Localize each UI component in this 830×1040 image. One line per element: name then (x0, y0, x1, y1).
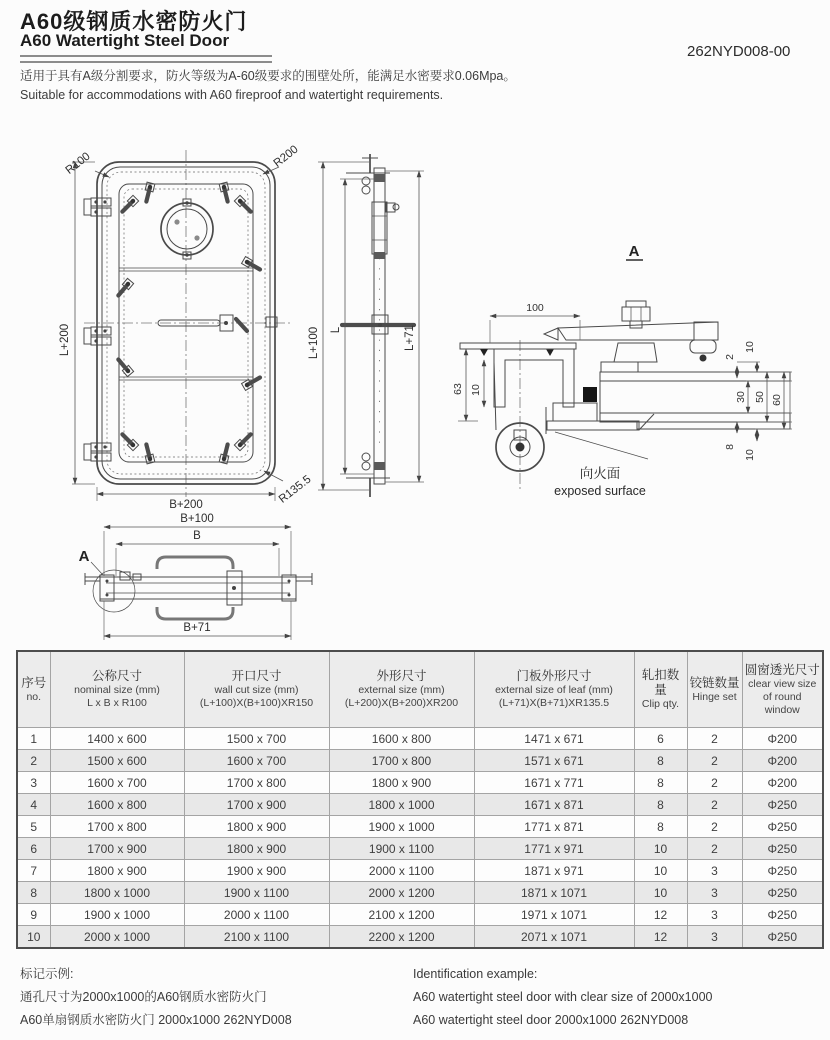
dim-l100: L+100 (308, 326, 320, 360)
table-cell: Φ250 (742, 904, 823, 926)
plan-detail-label-a: A (78, 548, 90, 565)
dim-l: L (330, 326, 342, 334)
identification-example-zh (20, 963, 292, 1032)
table-cell: 1471 x 671 (474, 728, 634, 750)
table-row (17, 750, 823, 772)
dim-10b: 10 (744, 449, 756, 461)
table-cell: 2 (687, 750, 742, 772)
table-cell: 8 (634, 772, 687, 794)
table-cell: 1400 x 600 (50, 728, 184, 750)
table-cell: 1800 x 900 (184, 838, 329, 860)
table-row (17, 728, 823, 750)
table-cell: 2200 x 1200 (329, 926, 474, 949)
table-cell: 1900 x 1100 (184, 882, 329, 904)
table-cell: 1900 x 1000 (329, 816, 474, 838)
table-cell: 3 (687, 860, 742, 882)
table-cell: 2100 x 1100 (184, 926, 329, 949)
table-column-header-5: 轧扣数量 Clip qty. (634, 651, 687, 728)
table-cell: 1800 x 1000 (50, 882, 184, 904)
dim-8: 8 (724, 444, 736, 450)
table-cell: 1771 x 871 (474, 816, 634, 838)
table-cell: 1871 x 1071 (474, 882, 634, 904)
table-cell: 2 (17, 750, 50, 772)
table-cell: 1900 x 1100 (329, 838, 474, 860)
table-column-header-6: 铰链数量 Hinge set (687, 651, 742, 728)
footer-en-line2: A60 watertight steel door 2000x1000 262NYD008 (413, 1013, 689, 1027)
table-cell: 1971 x 1071 (474, 904, 634, 926)
table-cell: 1800 x 1000 (329, 794, 474, 816)
description-en: Suitable for accommodations with A60 fireproof and watertight requirements. (20, 88, 444, 102)
table-cell: 2 (687, 838, 742, 860)
exposed-surface-zh: 向火面 (579, 466, 621, 481)
identification-example-en (413, 963, 712, 1032)
dim-b100: B+100 (180, 513, 214, 525)
table-cell: 3 (687, 882, 742, 904)
dim-b: B (193, 530, 201, 542)
table-cell: Φ250 (742, 882, 823, 904)
dim-10-left: 10 (470, 384, 482, 396)
table-cell: Φ200 (742, 728, 823, 750)
dim-l200: L+200 (59, 323, 71, 357)
table-row (17, 838, 823, 860)
table-cell: 1700 x 800 (50, 816, 184, 838)
dim-l71: L+71 (404, 325, 416, 351)
table-cell: 2000 x 1100 (184, 904, 329, 926)
dim-10a: 10 (744, 341, 756, 353)
table-cell: 2100 x 1200 (329, 904, 474, 926)
table-cell: Φ200 (742, 750, 823, 772)
table-cell: Φ250 (742, 926, 823, 949)
table-header (17, 651, 823, 728)
table-column-header-0: 序号 no. (17, 651, 50, 728)
table-column-header-3: 外形尺寸 external size (mm) (L+200)X(B+200)XR200 (329, 651, 474, 728)
table-cell: 1700 x 900 (50, 838, 184, 860)
section-detail-drawing (452, 243, 792, 498)
table-row (17, 882, 823, 904)
table-row (17, 816, 823, 838)
table-cell: 1500 x 700 (184, 728, 329, 750)
table-cell: 1700 x 900 (184, 794, 329, 816)
table-cell: 1771 x 971 (474, 838, 634, 860)
table-cell: 1800 x 900 (184, 816, 329, 838)
section-label-a: A (628, 243, 640, 260)
table-row (17, 772, 823, 794)
exposed-surface-en: exposed surface (554, 484, 646, 498)
table-cell: 1671 x 771 (474, 772, 634, 794)
technical-drawings (0, 128, 830, 650)
table-cell: 1571 x 671 (474, 750, 634, 772)
plan-view-drawing (79, 513, 312, 640)
table-row (17, 904, 823, 926)
table-cell: 1700 x 800 (329, 750, 474, 772)
table-column-header-2: 开口尺寸 wall cut size (mm) (L+100)X(B+100)XR150 (184, 651, 329, 728)
footer-en-line1: A60 watertight steel door with clear size of 2000x1000 (413, 990, 713, 1004)
table-cell: 1600 x 700 (50, 772, 184, 794)
porthole-window (161, 199, 213, 259)
table-cell: 10 (634, 838, 687, 860)
table-cell: 5 (17, 816, 50, 838)
table-cell: 8 (634, 750, 687, 772)
table-cell: 2 (687, 728, 742, 750)
footer-zh-title: 标记示例: (20, 967, 74, 981)
table-cell: Φ250 (742, 860, 823, 882)
table-cell: Φ200 (742, 772, 823, 794)
table-cell: 8 (634, 816, 687, 838)
description-zh: 适用于具有A级分割要求，防火等级为A-60级要求的围壁处所，能满足水密要求0.06Mpa。 (20, 69, 516, 83)
table-cell: 1 (17, 728, 50, 750)
dim-2: 2 (724, 354, 736, 360)
table-cell: 2 (687, 772, 742, 794)
table-cell: 7 (17, 860, 50, 882)
table-cell: 12 (634, 904, 687, 926)
table-cell: 3 (17, 772, 50, 794)
table-row (17, 860, 823, 882)
table-row (17, 926, 823, 949)
table-cell: 2000 x 1100 (329, 860, 474, 882)
dim-r135: R135.5 (276, 473, 314, 506)
page-title-zh: A60级钢质水密防火门 (20, 9, 248, 34)
dim-b200: B+200 (169, 499, 203, 511)
front-view-drawing (59, 143, 313, 511)
table-column-header-4: 门板外形尺寸 external size of leaf (mm) (L+71)X(B+71)XR135.5 (474, 651, 634, 728)
table-cell: 6 (634, 728, 687, 750)
dim-30: 30 (735, 391, 747, 403)
table-cell: 3 (687, 904, 742, 926)
table-cell: 1500 x 600 (50, 750, 184, 772)
side-view-drawing (308, 154, 424, 497)
table-body (17, 728, 823, 949)
table-cell: 4 (17, 794, 50, 816)
table-cell: 1600 x 800 (50, 794, 184, 816)
dim-50: 50 (754, 391, 766, 403)
table-cell: 1671 x 871 (474, 794, 634, 816)
footer-en-title: Identification example: (413, 967, 538, 981)
table-cell: 12 (634, 926, 687, 949)
table-cell: 6 (17, 838, 50, 860)
table-cell: 1800 x 900 (50, 860, 184, 882)
table-cell: 10 (634, 882, 687, 904)
table-cell: 10 (634, 860, 687, 882)
dim-r200: R200 (271, 143, 301, 170)
dim-63: 63 (452, 383, 464, 395)
table-cell: 2 (687, 794, 742, 816)
table-cell: 1600 x 800 (329, 728, 474, 750)
specification-table (16, 650, 824, 949)
page-title-en: A60 Watertight Steel Door (20, 31, 230, 50)
table-cell: 2000 x 1000 (50, 926, 184, 949)
table-cell: 2 (687, 816, 742, 838)
dim-60: 60 (771, 394, 783, 406)
table-cell: 1900 x 900 (184, 860, 329, 882)
table-column-header-1: 公称尺寸 nominal size (mm) L x B x R100 (50, 651, 184, 728)
table-cell: Φ250 (742, 816, 823, 838)
dim-r100: R100 (63, 150, 93, 177)
table-cell: 1900 x 1000 (50, 904, 184, 926)
table-cell: 1600 x 700 (184, 750, 329, 772)
table-cell: 9 (17, 904, 50, 926)
table-cell: Φ250 (742, 794, 823, 816)
table-cell: 1700 x 800 (184, 772, 329, 794)
document-number: 262NYD008-00 (687, 43, 791, 60)
table-row (17, 794, 823, 816)
table-cell: 8 (17, 882, 50, 904)
table-cell: 8 (634, 794, 687, 816)
table-cell: 3 (687, 926, 742, 949)
table-cell: 10 (17, 926, 50, 949)
title-double-rule (20, 55, 272, 63)
dim-b71: B+71 (183, 622, 211, 634)
table-cell: Φ250 (742, 838, 823, 860)
table-cell: 2071 x 1071 (474, 926, 634, 949)
table-cell: 2000 x 1200 (329, 882, 474, 904)
table-cell: 1800 x 900 (329, 772, 474, 794)
footer-zh-line2: A60单扇钢质水密防火门 2000x1000 262NYD008 (20, 1013, 292, 1027)
footer-zh-line1: 通孔尺寸为2000x1000的A60钢质水密防火门 (20, 990, 267, 1004)
dim-100: 100 (526, 302, 544, 314)
table-cell: 1871 x 971 (474, 860, 634, 882)
table-column-header-7: 圆窗透光尺寸 clear view size of round window (742, 651, 823, 728)
